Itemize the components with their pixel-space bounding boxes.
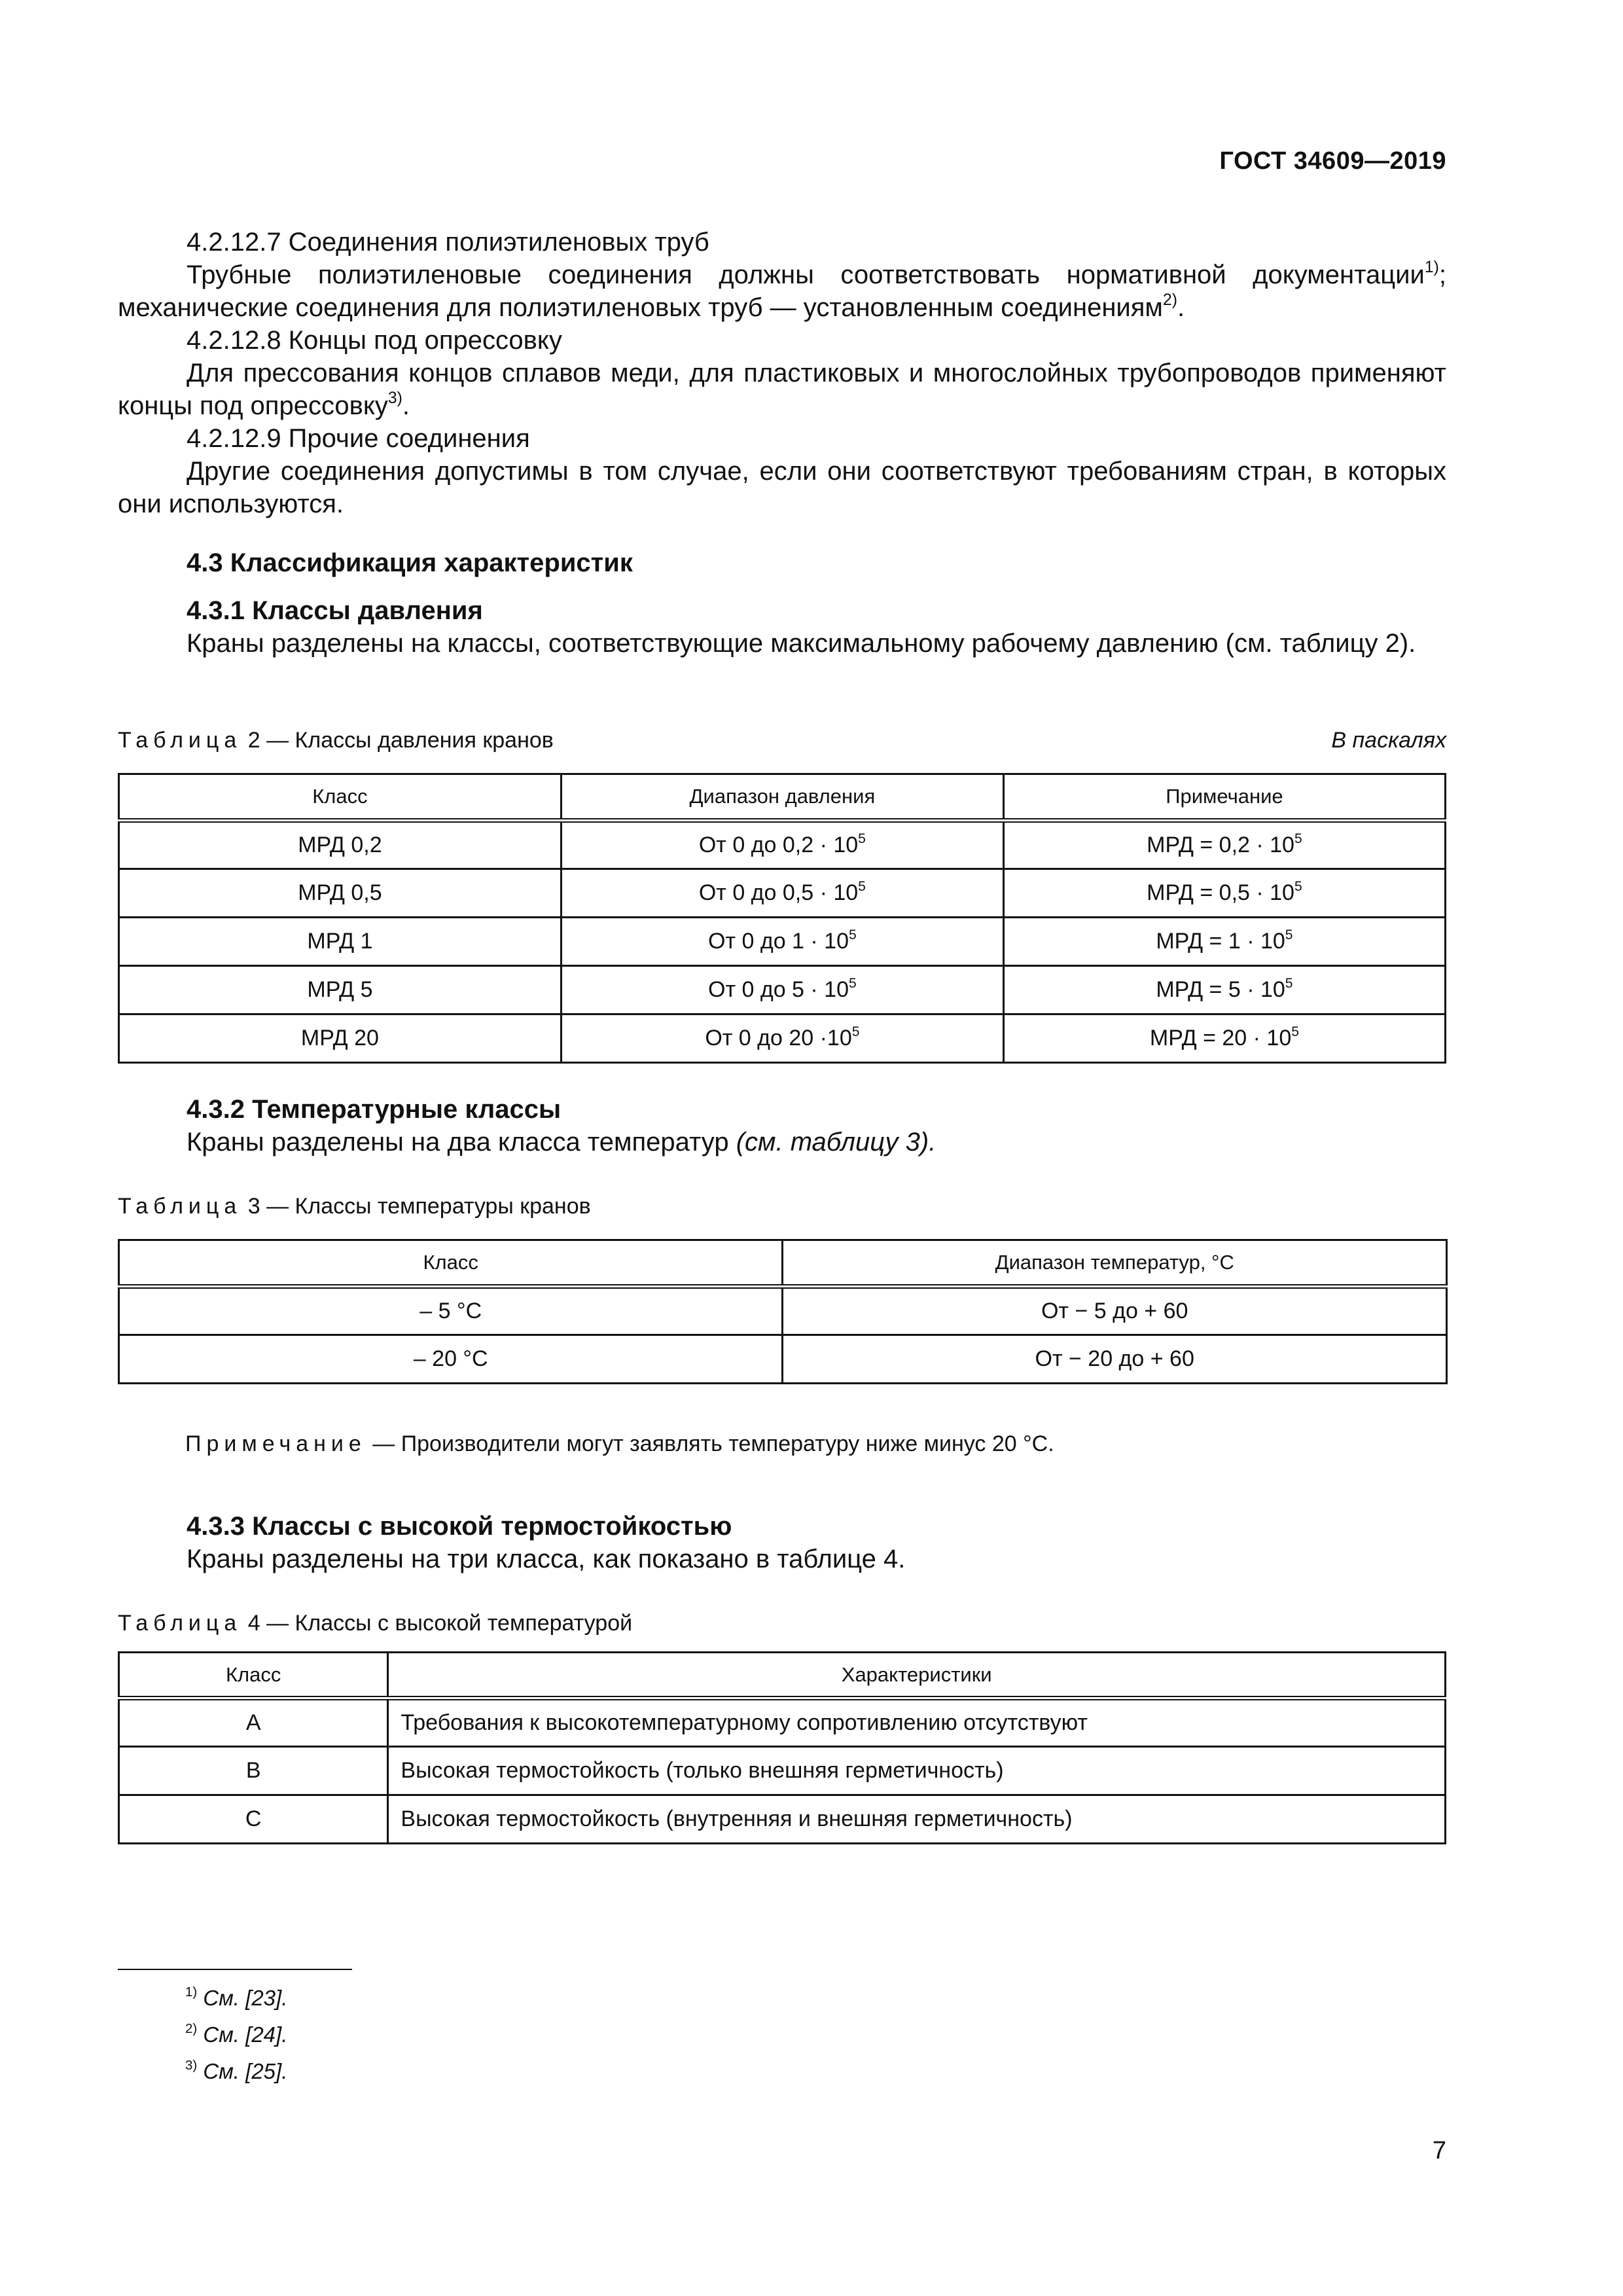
table-row: [119, 821, 1446, 869]
subsection-title-4-2-12-8: 4.2.12.8 Концы под опрессовку: [187, 326, 562, 355]
footnote-2: [185, 2021, 287, 2049]
range-cell: От 0 до $1 \cdot 10^5$: [561, 918, 1003, 966]
table-pressure-classes: [118, 773, 1446, 1064]
paragraph-high-temp-classes: Краны разделены на три класса, как показано в таблице 4.: [187, 1545, 906, 1573]
column-header: Характеристики: [388, 1653, 1446, 1698]
range-cell: От − 5 до + 60: [783, 1287, 1447, 1335]
column-header: Класс: [119, 1240, 783, 1287]
table-row: [119, 1747, 1446, 1795]
paragraph-temperature-classes: [118, 1126, 1446, 1158]
footnote-mark: 3): [185, 2057, 198, 2073]
footnote-mark: 1): [185, 1984, 198, 2000]
table-header-row: [119, 774, 1446, 821]
table-header-row: [119, 1240, 1447, 1287]
footnote-text: См. [25].: [197, 2059, 288, 2083]
paragraph-press-ends: [118, 357, 1446, 422]
note-cell: МРД = $0,5 \cdot 10^5$: [1003, 869, 1445, 918]
table-2-caption: [118, 726, 1446, 754]
class-cell: А: [119, 1698, 388, 1747]
table-label: Таблица: [118, 1194, 242, 1219]
paragraph-text: Для прессования концов сплавов меди, для пластиковых и многослойных трубопроводов применяют концы под опрессовку: [118, 359, 1446, 420]
subsection-title-4-3-3: 4.3.3 Классы с высокой термостойкостью: [187, 1512, 732, 1541]
range-cell: От − 20 до + 60: [783, 1335, 1447, 1384]
table-2-units: В паскалях: [1331, 728, 1446, 753]
description-cell: Высокая термостойкость (внутренняя и внешняя герметичность): [388, 1795, 1446, 1844]
footnote-3: [185, 2058, 287, 2085]
page-number: 7: [1432, 2137, 1446, 2164]
class-cell: С: [119, 1795, 388, 1844]
description-cell: Требования к высокотемпературному сопротивлению отсутствуют: [388, 1698, 1446, 1747]
range-cell: От 0 до $5 \cdot 10^5$: [561, 966, 1003, 1014]
table-row: [119, 918, 1446, 966]
table-row: [119, 1287, 1447, 1335]
table-caption-text: 4 — Классы с высокой температурой: [241, 1611, 633, 1636]
range-cell: От 0 до $0,5 \cdot 10^5$: [561, 869, 1003, 918]
paragraph-other-joints: Другие соединения допустимы в том случае, если они соответствуют требованиям стран, в которых они используются.: [118, 457, 1446, 518]
note-text: — Производители могут заявлять температуру ниже минус 20 °С.: [366, 1431, 1054, 1456]
footnote-ref-3[interactable]: 3): [387, 389, 402, 408]
note-cell: МРД = $5 \cdot 10^5$: [1003, 966, 1445, 1014]
paragraph-text: .: [402, 391, 410, 420]
column-header: Диапазон температур, °С: [783, 1240, 1447, 1287]
paragraph-pe-joints: [118, 259, 1446, 324]
table-label: Таблица: [118, 728, 242, 753]
table-row: [119, 869, 1446, 918]
section-title-4-3: 4.3 Классификация характеристик: [187, 548, 633, 577]
paragraph-text: ; механические соединения для полиэтиленовых труб — установленным соединениям: [118, 260, 1446, 322]
subsection-title-4-2-12-7: 4.2.12.7 Соединения полиэтиленовых труб: [187, 228, 709, 257]
paragraph-text: Краны разделены на два класса температур: [187, 1128, 736, 1157]
table-4-caption: [118, 1609, 1446, 1637]
column-header: Диапазон давления: [561, 774, 1003, 821]
paragraph-text: .: [1177, 293, 1185, 322]
note-cell: МРД = $20 \cdot 10^5$: [1003, 1014, 1445, 1063]
class-cell: МРД 20: [119, 1014, 562, 1063]
footnote-ref-1[interactable]: 1): [1424, 259, 1439, 277]
table-temperature-classes: [118, 1239, 1448, 1384]
footnote-separator: [118, 1969, 352, 1970]
class-cell: – 5 °С: [119, 1287, 783, 1335]
document-code: ГОСТ 34609—2019: [1219, 147, 1446, 175]
table-row: [119, 1795, 1446, 1844]
class-cell: МРД 0,5: [119, 869, 562, 918]
subsection-title-4-2-12-9: 4.2.12.9 Прочие соединения: [187, 424, 530, 453]
table-row: [119, 966, 1446, 1014]
column-header: Класс: [119, 774, 562, 821]
table-header-row: [119, 1653, 1446, 1698]
class-cell: – 20 °С: [119, 1335, 783, 1384]
table-row: [119, 1014, 1446, 1063]
column-header: Класс: [119, 1653, 388, 1698]
note-cell: МРД = $1 \cdot 10^5$: [1003, 918, 1445, 966]
class-cell: МРД 5: [119, 966, 562, 1014]
class-cell: МРД 1: [119, 918, 562, 966]
table-row: [119, 1335, 1447, 1384]
footnote-text: См. [24].: [197, 2022, 288, 2047]
note: [185, 1430, 1446, 1458]
subsection-title-4-3-1: 4.3.1 Классы давления: [187, 596, 483, 625]
table-label: Таблица: [118, 1611, 242, 1636]
range-cell: От 0 до $20 \cdot 10^5$: [561, 1014, 1003, 1063]
footnote-text: См. [23].: [197, 1986, 288, 2010]
table-caption-text: 3 — Классы температуры кранов: [241, 1194, 591, 1219]
table-reference[interactable]: (см. таблицу 3).: [736, 1128, 936, 1157]
note-label: Примечание: [185, 1431, 366, 1456]
class-cell: МРД 0,2: [119, 821, 562, 869]
table-3-caption: [118, 1193, 1446, 1220]
footnote-ref-2[interactable]: 2): [1162, 291, 1177, 310]
range-cell: От 0 до $0,2 \cdot 10^5$: [561, 821, 1003, 869]
class-cell: В: [119, 1747, 388, 1795]
table-caption-text: 2 — Классы давления кранов: [241, 728, 554, 753]
subsection-title-4-3-2: 4.3.2 Температурные классы: [187, 1095, 562, 1124]
table-high-temp-classes: [118, 1651, 1446, 1844]
table-row: [119, 1698, 1446, 1747]
paragraph-text: Трубные полиэтиленовые соединения должны соответствовать нормативной документации: [187, 260, 1425, 289]
footnote-mark: 2): [185, 2020, 198, 2036]
column-header: Примечание: [1003, 774, 1445, 821]
description-cell: Высокая термостойкость (только внешняя герметичность): [388, 1747, 1446, 1795]
footnote-1: [185, 1984, 287, 2012]
note-cell: МРД = $0,2 \cdot 10^5$: [1003, 821, 1445, 869]
paragraph-pressure-classes: Краны разделены на классы, соответствующие максимальному рабочему давлению (см. таблицу 2).: [187, 629, 1416, 658]
